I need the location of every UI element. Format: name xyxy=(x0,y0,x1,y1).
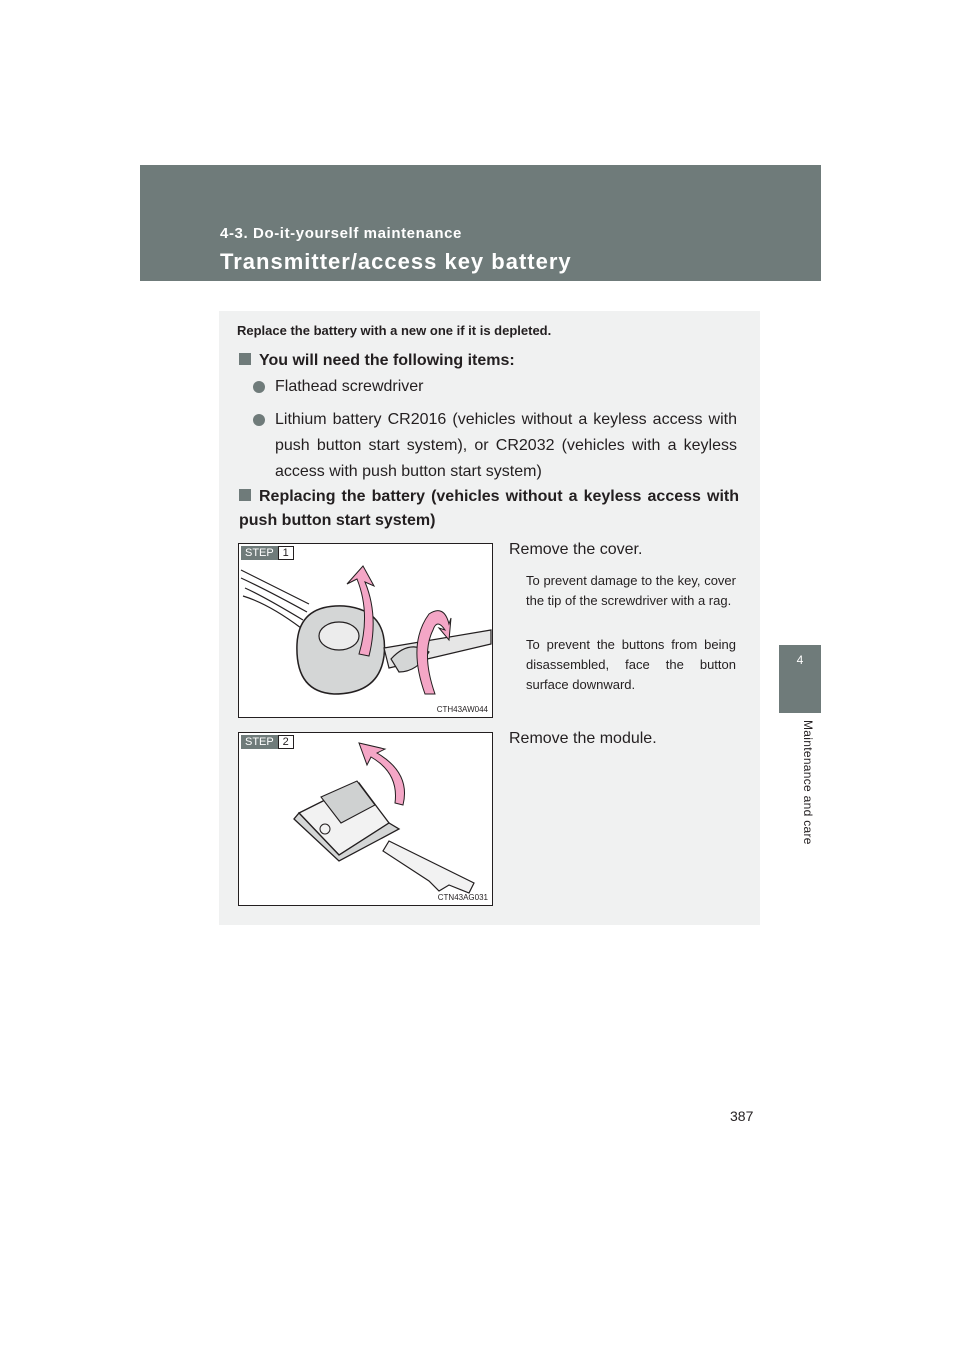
header-band xyxy=(140,165,821,281)
page-title: Transmitter/access key battery xyxy=(220,249,572,274)
circle-bullet-icon xyxy=(253,414,265,426)
square-bullet-icon xyxy=(239,489,251,501)
step2-figure xyxy=(238,732,493,906)
key-module-removal-illustration xyxy=(239,733,492,905)
page-number: 387 xyxy=(730,1108,754,1124)
list-item: Flathead screwdriver xyxy=(253,374,737,400)
step-badge: STEP 1 xyxy=(241,546,294,560)
content-panel xyxy=(219,311,760,925)
section-label: 4-3. Do-it-yourself maintenance xyxy=(220,225,462,242)
step2-text: Remove the module. xyxy=(509,730,657,747)
chapter-label: Maintenance and care xyxy=(801,720,815,845)
list-item: Lithium battery CR2016 (vehicles without a keyless access with push button start system), or CR2032 (vehicles with a keyless access with push button start system) xyxy=(253,407,737,485)
key-cover-removal-illustration xyxy=(239,544,492,717)
figure-code: CTN43AG031 xyxy=(437,893,488,902)
step1-note: To prevent the buttons from being disassembled, face the button surface downward. xyxy=(526,637,736,692)
chapter-tab[interactable] xyxy=(779,645,821,713)
circle-bullet-icon xyxy=(253,381,265,393)
intro-text: Replace the battery with a new one if it is depleted. xyxy=(237,323,552,338)
items-heading: You will need the following items: xyxy=(239,349,739,373)
square-bullet-icon xyxy=(239,353,251,365)
step-badge: STEP 2 xyxy=(241,735,294,749)
step1-figure xyxy=(238,543,493,718)
chapter-number: 4 xyxy=(796,653,804,667)
step1-text: Remove the cover. xyxy=(509,541,643,558)
figure-code: CTH43AW044 xyxy=(436,705,488,714)
step1-note: To prevent damage to the key, cover the tip of the screwdriver with a rag. xyxy=(526,573,736,608)
replace-heading: Replacing the battery (vehicles without a keyless access with push button start system) xyxy=(239,488,739,529)
